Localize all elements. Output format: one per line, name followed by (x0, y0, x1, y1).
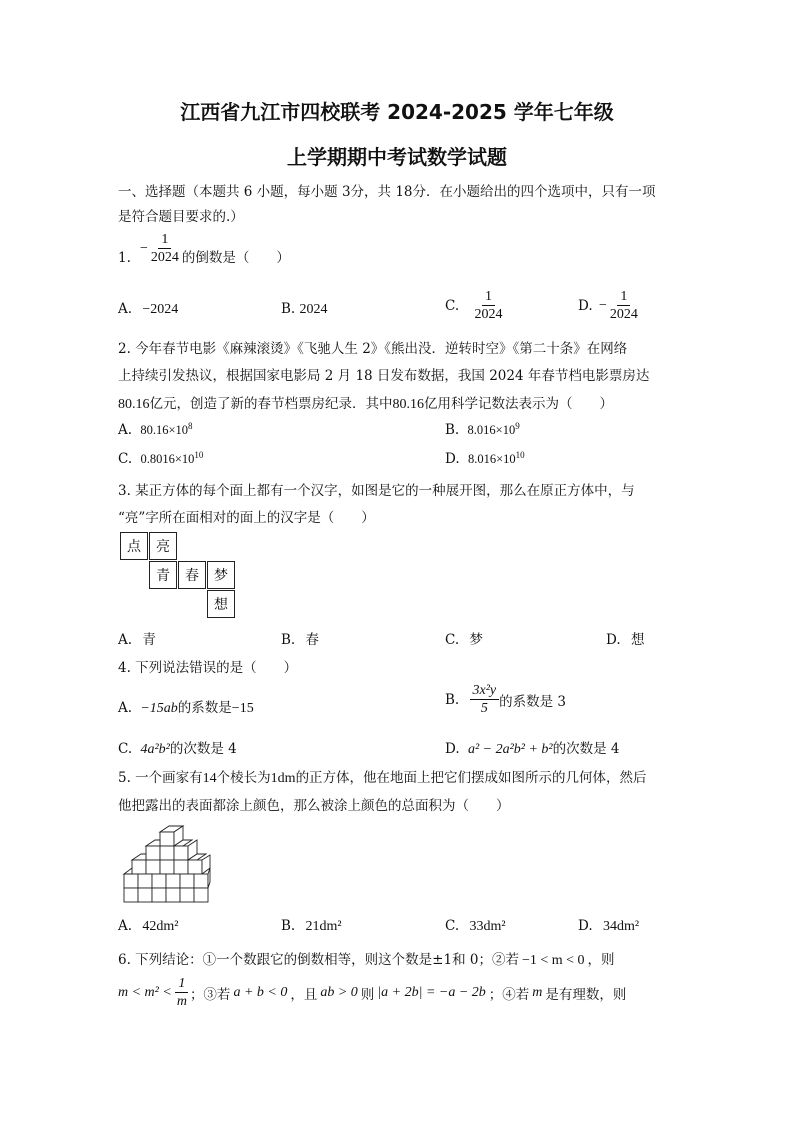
text: 亿元，创造了新的春节档票房纪录．其中 (149, 396, 393, 412)
math-expression: m < m² < (118, 984, 172, 1000)
question-3-line1: 3. 某正方体的每个面上都有一个汉字，如图是它的一种展开图，那么在原正方体中，与 (118, 483, 635, 499)
option-label: D. (606, 632, 621, 648)
q5-option-a[interactable] (118, 918, 178, 935)
option-text (468, 452, 525, 466)
net-cell: 想 (207, 590, 235, 618)
question-6-line1 (118, 948, 615, 969)
option-label: B. (445, 422, 460, 438)
q4-option-c[interactable] (118, 737, 237, 758)
cube-stack-drawing (124, 826, 210, 902)
text: 6. 下列结论：①一个数跟它的倒数相等，则这个数是±1和 0；②若 (118, 952, 519, 968)
option-text: 42dm² (142, 919, 179, 934)
question-number: 1. (118, 249, 131, 266)
option-text: 的次数是 4 (552, 741, 620, 757)
option-label: C. (445, 297, 460, 314)
math-expression: a² − 2a²b² + b² (467, 742, 553, 757)
net-cell: 春 (178, 561, 206, 589)
math-expression: −15 (231, 701, 254, 716)
option-label: B. (281, 632, 296, 648)
number: 1dm (270, 771, 296, 786)
option-label: C. (118, 741, 133, 757)
text: 亿用科学记数法表示为（ ） (424, 396, 613, 412)
q5-option-b[interactable] (281, 918, 342, 935)
power-exponent: 8 (188, 421, 193, 431)
fraction-numerator: 1 (175, 976, 188, 993)
q3-option-a[interactable] (118, 628, 156, 648)
option-label: A. (118, 632, 133, 648)
q2-option-c[interactable] (118, 451, 203, 467)
q3-option-d[interactable] (606, 628, 644, 648)
option-text: 2024 (299, 302, 328, 317)
power-base: 0.8016×10 (140, 452, 195, 466)
fraction-denominator: 2024 (474, 307, 503, 323)
option-text: 34dm² (602, 919, 640, 934)
text: ，则 (587, 952, 615, 968)
fraction-numerator: 1 (158, 232, 171, 249)
page-title: 江西省九江市四校联考 2024-2025 学年七年级 (180, 100, 614, 124)
cube-stack-figure (120, 822, 212, 908)
power-base: 8.016×10 (467, 452, 516, 466)
option-text (140, 452, 203, 466)
fraction (471, 289, 505, 323)
option-label: B. (445, 691, 460, 708)
option-label: D. (578, 918, 593, 934)
option-text: 的次数是 4 (169, 741, 237, 757)
net-cell: 梦 (207, 561, 235, 589)
fraction-denominator: 2024 (150, 250, 179, 266)
cube-net-figure (120, 532, 236, 619)
option-text: 21dm² (305, 919, 342, 934)
math-expression: 4a²b² (140, 742, 170, 757)
power-base: 80.16×10 (140, 423, 189, 437)
power-base: 8.016×10 (467, 423, 516, 437)
question-2-line1: 2. 今年春节电影《麻辣滚烫》《飞驰人生 2》《熊出没．逆转时空》《第二十条》在网络 (118, 341, 628, 357)
q2-option-b[interactable] (445, 422, 520, 438)
option-label: B. (281, 301, 296, 317)
stem-text: 的倒数是（ ） (181, 249, 290, 266)
fraction (470, 683, 500, 717)
option-text: −2024 (142, 302, 179, 317)
option-text: 青 (142, 632, 156, 648)
text: 5. 一个画家有 (118, 770, 203, 786)
option-label: B. (281, 918, 296, 934)
question-5-line2: 他把露出的表面都涂上颜色，那么被涂上颜色的总面积为（ ） (118, 798, 510, 814)
q2-option-d[interactable] (445, 451, 525, 467)
section-instructions-line1: 一、选择题（本题共 6 小题，每小题 3分，共 18分．在小题给出的四个选项中，只有一项 (118, 184, 656, 200)
option-text: 春 (305, 632, 320, 648)
net-cell: 点 (120, 532, 148, 560)
q4-option-d[interactable] (445, 737, 620, 758)
power-exponent: 10 (194, 450, 204, 460)
fraction-numerator: 1 (482, 289, 495, 306)
math-expression: −15ab (140, 701, 178, 716)
option-text: 的系数是 3 (499, 693, 567, 710)
text: ，且 (290, 986, 318, 1003)
question-1-stem (118, 232, 290, 266)
q1-option-a[interactable] (118, 301, 178, 318)
q5-option-c[interactable] (445, 918, 506, 935)
section-instructions-line2: 是符合题目要求的.） (118, 209, 244, 225)
option-label: D. (445, 451, 460, 467)
fraction-denominator: 5 (480, 701, 488, 717)
question-2-line2: 上持续引发热议，根据国家电影局 2 月 18 日发布数据，我国 2024 年春节档电影票房达 (118, 368, 650, 384)
q3-option-c[interactable] (445, 628, 483, 648)
text: ；③若 (189, 986, 231, 1003)
q2-option-a[interactable] (118, 422, 193, 438)
text: 是有理数，则 (545, 986, 627, 1003)
math-expression: ab > 0 (320, 984, 358, 1000)
option-label: D. (445, 741, 460, 757)
option-label: C. (445, 632, 460, 648)
option-text: 33dm² (469, 919, 506, 934)
power-exponent: 9 (515, 421, 520, 431)
minus-sign: − (140, 240, 148, 256)
fraction (148, 232, 182, 266)
option-label: A. (118, 422, 133, 438)
text: ；④若 (488, 986, 530, 1003)
question-5-line1 (118, 766, 647, 787)
power-exponent: 10 (515, 450, 525, 460)
option-label: A. (118, 918, 133, 934)
text: 的正方体，他在地面上把它们摆成如图所示的几何体，然后 (295, 770, 647, 786)
q1-option-d[interactable] (578, 289, 641, 323)
fraction (607, 289, 641, 323)
option-text: 梦 (469, 632, 483, 648)
question-2-line3 (118, 392, 613, 413)
q5-option-d[interactable] (578, 918, 639, 935)
math-expression: a + b < 0 (233, 984, 288, 1000)
fraction (174, 976, 190, 1010)
option-label: A. (118, 301, 133, 317)
fraction-numerator: 3x²y (470, 683, 500, 700)
q1-option-c[interactable] (445, 289, 505, 323)
math-expression: m (532, 984, 543, 1000)
q1-option-b[interactable] (281, 301, 328, 318)
question-6-line2 (118, 976, 626, 1010)
net-cell: 青 (149, 561, 177, 589)
question-4-stem: 4. 下列说法错误的是（ ） (118, 660, 298, 676)
fraction-numerator: 1 (617, 289, 630, 306)
option-label: C. (445, 918, 460, 934)
number: 80.16 (392, 397, 424, 412)
q4-option-b[interactable] (445, 683, 566, 717)
text: 则 (360, 986, 375, 1003)
option-label: A. (118, 700, 133, 716)
math-expression: −1 < m < 0 (521, 953, 585, 968)
page-subtitle: 上学期期中考试数学试题 (287, 145, 507, 169)
fraction-denominator: m (176, 994, 187, 1010)
text: 个棱长为 (216, 770, 271, 786)
fraction-denominator: 2024 (609, 307, 638, 323)
option-label: C. (118, 451, 133, 467)
net-cell: 亮 (149, 532, 177, 560)
option-text (140, 423, 192, 437)
minus-sign: − (598, 297, 607, 313)
question-3-line2: “亮”字所在面相对的面上的汉字是（ ） (118, 510, 375, 526)
option-text: 的系数是 (177, 700, 232, 716)
math-expression: |a + 2b| = −a − 2b (377, 984, 486, 1000)
option-text (468, 423, 520, 437)
option-label: D. (578, 297, 593, 314)
q3-option-b[interactable] (281, 628, 319, 648)
number: 14 (202, 771, 217, 786)
number: 80.16 (118, 397, 150, 412)
q4-option-a[interactable] (118, 696, 254, 717)
option-text: 想 (630, 632, 645, 648)
